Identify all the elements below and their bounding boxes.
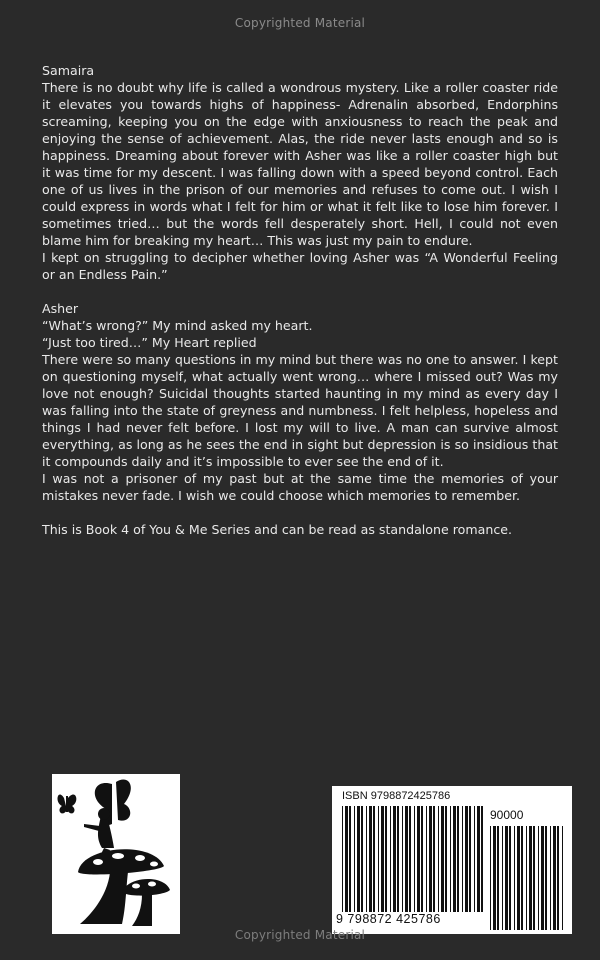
- barcode-bar: [538, 826, 539, 930]
- watermark-top: Copyrighted Material: [234, 16, 366, 30]
- barcode-bar: [502, 826, 503, 930]
- barcode-bar: [361, 806, 363, 912]
- barcode-bar: [529, 826, 532, 930]
- isbn-label: ISBN 9798872425786: [342, 790, 451, 802]
- barcode-bar: [509, 826, 511, 930]
- dialogue-line-2: “Just too tired…” My Heart replied: [42, 335, 257, 350]
- barcode-bar: [381, 806, 384, 912]
- barcode-bar: [433, 806, 435, 912]
- barcode-bar: [414, 806, 415, 912]
- barcode-bar: [366, 806, 367, 912]
- isbn-barcode: [332, 786, 572, 934]
- barcode-bar: [357, 806, 360, 912]
- back-cover-blurb: [42, 62, 558, 538]
- barcode-bar: [465, 806, 468, 912]
- barcode-bar: [397, 806, 399, 912]
- samaira-paragraph-2: I kept on struggling to decipher whether loving Asher was “A Wonderful Feeling or an Endless Pain.”: [42, 250, 558, 282]
- barcode-bar: [429, 806, 432, 912]
- barcode-bars: [342, 806, 486, 912]
- watermark-bottom: Copyrighted Material: [234, 928, 366, 942]
- barcode-bar: [417, 806, 420, 912]
- isbn-digits: 9 798872 425786: [336, 912, 441, 926]
- barcode-bar: [409, 806, 411, 912]
- barcode-bar: [426, 806, 427, 912]
- barcode-bar: [497, 826, 499, 930]
- asher-paragraph: There were so many questions in my mind but there was no one to answer. I kept on questioning myself, what actually went wrong… where I missed out? Was my love not enough? Suicidal thoughts started haunting in my mind as every day I was falling into the state of greyness and numbness. I felt helpless, hopeless and things I had never felt before. I lost my will to live. A man can survive almost everything, as long as he sees the end in sight but depression is so insidious that it compounds daily and it’s impossible to ever see the end of it.: [42, 352, 558, 469]
- barcode-bar: [421, 806, 423, 912]
- asher-paragraph-2: I was not a prisoner of my past but at the same time the memories of your mistakes never fade. I wish we could choose which memories to remember.: [42, 471, 558, 503]
- character-name-asher: Asher: [42, 301, 79, 316]
- barcode-bar: [521, 826, 523, 930]
- series-note: This is Book 4 of You & Me Series and can be read as standalone romance.: [42, 522, 512, 537]
- samaira-paragraph: There is no doubt why life is called a wondrous mystery. Like a roller coaster ride it elevates you towards highs of happiness- Adrenalin absorbed, Endorphins screaming, keeping you on the edge with anxiousness to reach the peak and enjoying the sense of achievement. Alas, the ride never lasts enough and so is happiness. Dreaming about forever with Asher was like a roller coaster high but it was time for my descent. I was falling down with a speed beyond control. Each one of us lives in the prison of our memories and refuses to come out. I wish I could express in words what I felt for him or what it felt like to lose him forever. I sometimes tried… but the words fell desperately short. Hell, I could not even blame him for breaking my heart… This was just my pain to endure.: [42, 80, 558, 248]
- barcode-bar: [369, 806, 372, 912]
- barcode-bar: [390, 806, 391, 912]
- barcode-bar: [378, 806, 379, 912]
- barcode-bar: [474, 806, 475, 912]
- barcode-bar: [493, 826, 496, 930]
- barcode-bar: [557, 826, 559, 930]
- barcode-bar: [345, 806, 348, 912]
- barcode-bar: [438, 806, 439, 912]
- addon-barcode-bars: [490, 826, 566, 930]
- barcode-bar: [517, 826, 520, 930]
- barcode-bar: [393, 806, 396, 912]
- barcode-bar: [354, 806, 355, 912]
- barcode-bar: [541, 826, 544, 930]
- barcode-bar: [402, 806, 403, 912]
- barcode-bar: [481, 806, 483, 912]
- barcode-bar: [553, 826, 556, 930]
- barcode-bar: [373, 806, 375, 912]
- barcode-bar: [445, 806, 447, 912]
- barcode-bar: [562, 826, 563, 930]
- barcode-bar: [505, 826, 508, 930]
- barcode-bar: [457, 806, 459, 912]
- barcode-bar: [490, 826, 491, 930]
- barcode-bar: [385, 806, 387, 912]
- barcode-bar: [453, 806, 456, 912]
- barcode-bar: [545, 826, 547, 930]
- barcode-bar: [342, 806, 343, 912]
- barcode-bar: [550, 826, 551, 930]
- barcode-bar: [514, 826, 515, 930]
- character-name-samaira: Samaira: [42, 63, 95, 78]
- barcode-bar: [526, 826, 527, 930]
- barcode-bar: [405, 806, 408, 912]
- price-code: 90000: [490, 808, 524, 822]
- dialogue-line-1: “What’s wrong?” My mind asked my heart.: [42, 318, 313, 333]
- publisher-logo: [52, 774, 180, 934]
- barcode-bar: [462, 806, 463, 912]
- barcode-bar: [533, 826, 535, 930]
- barcode-bar: [469, 806, 471, 912]
- barcode-bar: [450, 806, 451, 912]
- fairy-on-mushroom-icon: [52, 774, 180, 934]
- barcode-bar: [477, 806, 480, 912]
- barcode-bar: [441, 806, 444, 912]
- barcode-bar: [349, 806, 351, 912]
